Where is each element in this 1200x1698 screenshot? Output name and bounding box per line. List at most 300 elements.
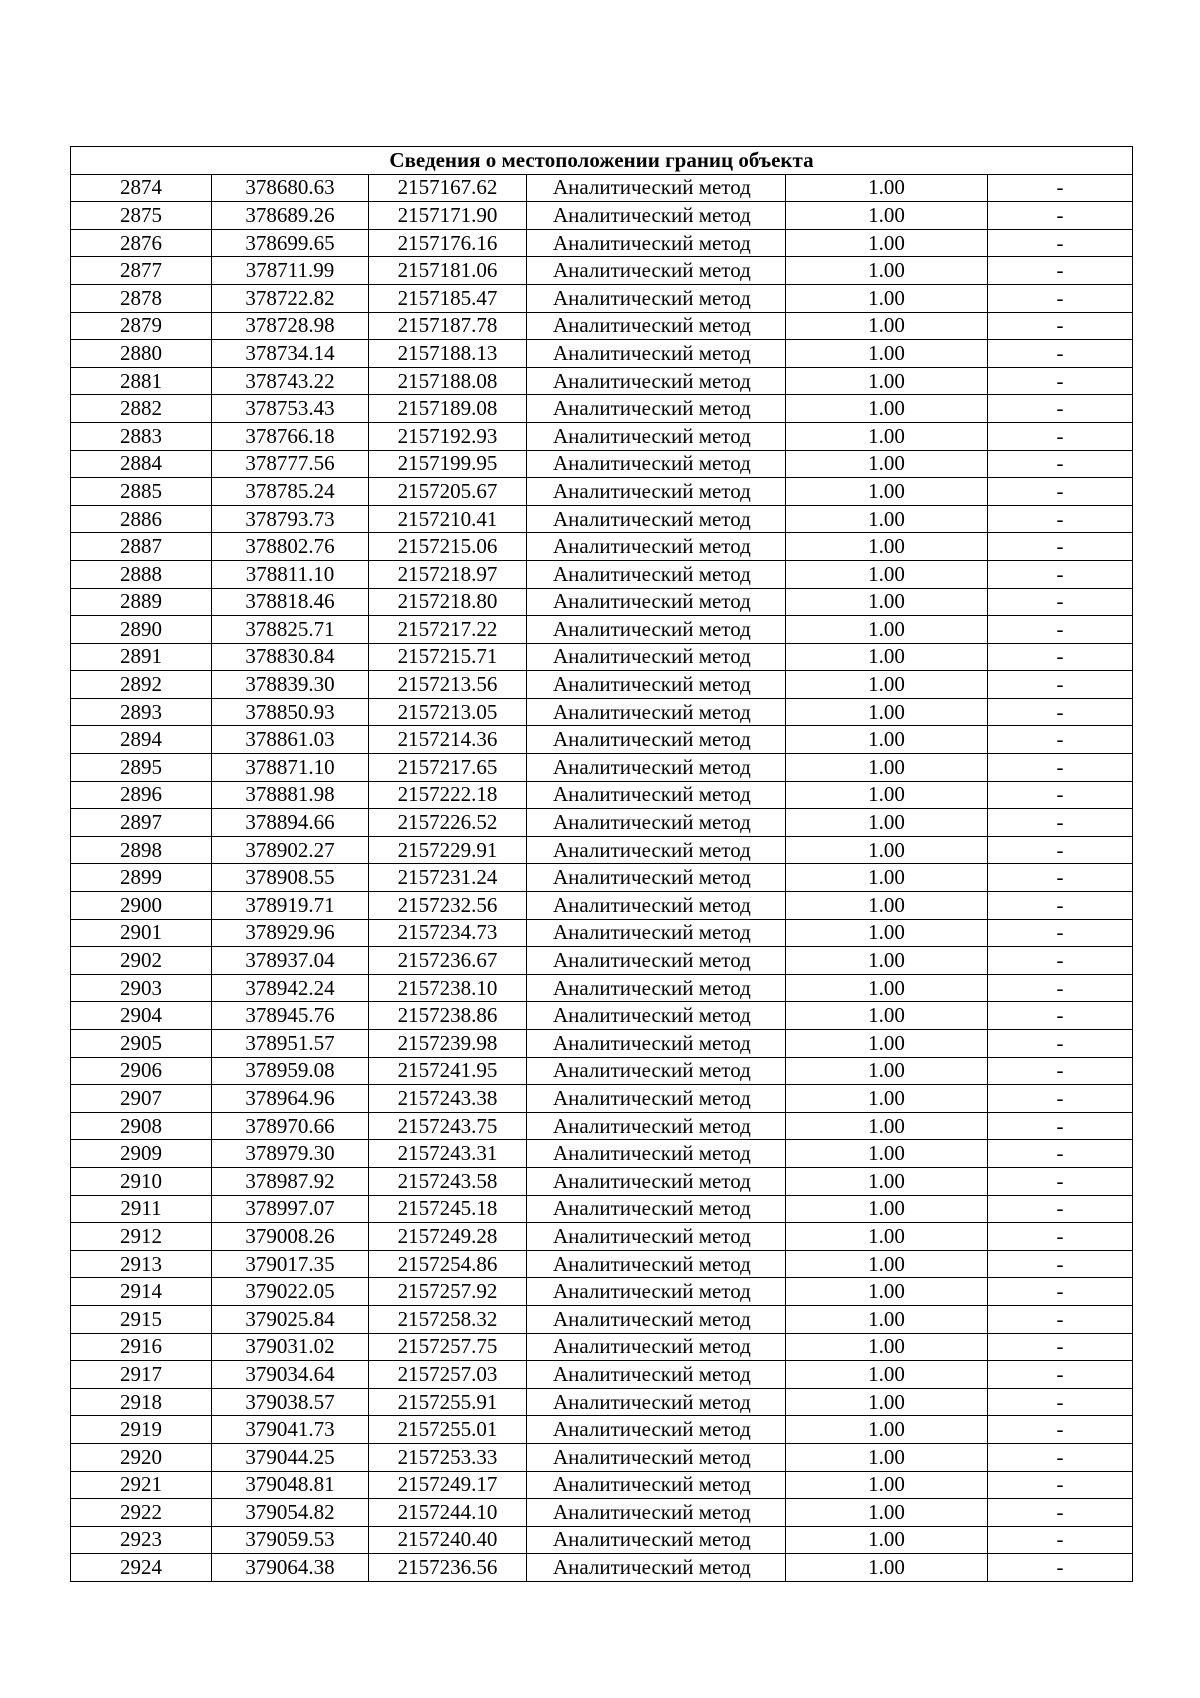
accuracy-cell: 1.00 — [786, 284, 988, 312]
x-coordinate-cell: 378894.66 — [212, 809, 369, 837]
point-number-cell: 2913 — [71, 1250, 212, 1278]
table-row — [71, 257, 1133, 285]
x-coordinate-cell: 379048.81 — [212, 1471, 369, 1499]
description-cell: - — [988, 864, 1133, 892]
method-cell: Аналитический метод — [527, 698, 786, 726]
point-number-cell: 2906 — [71, 1057, 212, 1085]
description-cell: - — [988, 919, 1133, 947]
description-cell: - — [988, 367, 1133, 395]
method-cell: Аналитический метод — [527, 1554, 786, 1582]
y-coordinate-cell: 2157222.18 — [369, 781, 527, 809]
accuracy-cell: 1.00 — [786, 1195, 988, 1223]
x-coordinate-cell: 378711.99 — [212, 257, 369, 285]
point-number-cell: 2885 — [71, 478, 212, 506]
x-coordinate-cell: 379054.82 — [212, 1499, 369, 1527]
point-number-cell: 2923 — [71, 1526, 212, 1554]
table-row — [71, 919, 1133, 947]
accuracy-cell: 1.00 — [786, 754, 988, 782]
table-row — [71, 836, 1133, 864]
table-row — [71, 1416, 1133, 1444]
accuracy-cell: 1.00 — [786, 1112, 988, 1140]
table-row — [71, 1526, 1133, 1554]
y-coordinate-cell: 2157188.13 — [369, 340, 527, 368]
accuracy-cell: 1.00 — [786, 726, 988, 754]
accuracy-cell: 1.00 — [786, 1333, 988, 1361]
table-row — [71, 1250, 1133, 1278]
table-row — [71, 284, 1133, 312]
y-coordinate-cell: 2157238.86 — [369, 1002, 527, 1030]
x-coordinate-cell: 378793.73 — [212, 505, 369, 533]
x-coordinate-cell: 378881.98 — [212, 781, 369, 809]
x-coordinate-cell: 378802.76 — [212, 533, 369, 561]
accuracy-cell: 1.00 — [786, 1471, 988, 1499]
point-number-cell: 2918 — [71, 1388, 212, 1416]
y-coordinate-cell: 2157205.67 — [369, 478, 527, 506]
description-cell: - — [988, 422, 1133, 450]
point-number-cell: 2894 — [71, 726, 212, 754]
y-coordinate-cell: 2157249.28 — [369, 1223, 527, 1251]
description-cell: - — [988, 1250, 1133, 1278]
method-cell: Аналитический метод — [527, 1305, 786, 1333]
table-row — [71, 1195, 1133, 1223]
x-coordinate-cell: 378861.03 — [212, 726, 369, 754]
x-coordinate-cell: 378785.24 — [212, 478, 369, 506]
method-cell: Аналитический метод — [527, 202, 786, 230]
y-coordinate-cell: 2157243.38 — [369, 1085, 527, 1113]
method-cell: Аналитический метод — [527, 284, 786, 312]
x-coordinate-cell: 378699.65 — [212, 229, 369, 257]
point-number-cell: 2904 — [71, 1002, 212, 1030]
table-title-row — [71, 147, 1133, 175]
description-cell: - — [988, 1526, 1133, 1554]
table-row — [71, 616, 1133, 644]
table-row — [71, 1278, 1133, 1306]
point-number-cell: 2903 — [71, 974, 212, 1002]
accuracy-cell: 1.00 — [786, 202, 988, 230]
x-coordinate-cell: 378830.84 — [212, 643, 369, 671]
table-row — [71, 781, 1133, 809]
x-coordinate-cell: 378919.71 — [212, 892, 369, 920]
method-cell: Аналитический метод — [527, 1250, 786, 1278]
accuracy-cell: 1.00 — [786, 1554, 988, 1582]
description-cell: - — [988, 560, 1133, 588]
x-coordinate-cell: 378951.57 — [212, 1030, 369, 1058]
table-row — [71, 1057, 1133, 1085]
method-cell: Аналитический метод — [527, 726, 786, 754]
accuracy-cell: 1.00 — [786, 229, 988, 257]
x-coordinate-cell: 378959.08 — [212, 1057, 369, 1085]
point-number-cell: 2911 — [71, 1195, 212, 1223]
accuracy-cell: 1.00 — [786, 1499, 988, 1527]
x-coordinate-cell: 378929.96 — [212, 919, 369, 947]
x-coordinate-cell: 378766.18 — [212, 422, 369, 450]
method-cell: Аналитический метод — [527, 836, 786, 864]
description-cell: - — [988, 533, 1133, 561]
description-cell: - — [988, 1278, 1133, 1306]
table-row — [71, 809, 1133, 837]
table-title: Сведения о местоположении границ объекта — [71, 147, 1133, 175]
accuracy-cell: 1.00 — [786, 1250, 988, 1278]
accuracy-cell: 1.00 — [786, 1223, 988, 1251]
table-row — [71, 395, 1133, 423]
table-row — [71, 1140, 1133, 1168]
description-cell: - — [988, 892, 1133, 920]
boundary-points-table — [70, 146, 1133, 1582]
y-coordinate-cell: 2157253.33 — [369, 1443, 527, 1471]
x-coordinate-cell: 378970.66 — [212, 1112, 369, 1140]
description-cell: - — [988, 1305, 1133, 1333]
point-number-cell: 2880 — [71, 340, 212, 368]
point-number-cell: 2879 — [71, 312, 212, 340]
accuracy-cell: 1.00 — [786, 1140, 988, 1168]
table-row — [71, 422, 1133, 450]
x-coordinate-cell: 378839.30 — [212, 671, 369, 699]
accuracy-cell: 1.00 — [786, 478, 988, 506]
accuracy-cell: 1.00 — [786, 395, 988, 423]
accuracy-cell: 1.00 — [786, 864, 988, 892]
method-cell: Аналитический метод — [527, 1443, 786, 1471]
y-coordinate-cell: 2157187.78 — [369, 312, 527, 340]
table-row — [71, 892, 1133, 920]
description-cell: - — [988, 1361, 1133, 1389]
description-cell: - — [988, 947, 1133, 975]
description-cell: - — [988, 395, 1133, 423]
table-row — [71, 340, 1133, 368]
method-cell: Аналитический метод — [527, 1167, 786, 1195]
description-cell: - — [988, 1223, 1133, 1251]
x-coordinate-cell: 379025.84 — [212, 1305, 369, 1333]
table-row — [71, 698, 1133, 726]
method-cell: Аналитический метод — [527, 919, 786, 947]
accuracy-cell: 1.00 — [786, 781, 988, 809]
x-coordinate-cell: 378979.30 — [212, 1140, 369, 1168]
accuracy-cell: 1.00 — [786, 1057, 988, 1085]
y-coordinate-cell: 2157199.95 — [369, 450, 527, 478]
point-number-cell: 2905 — [71, 1030, 212, 1058]
point-number-cell: 2877 — [71, 257, 212, 285]
description-cell: - — [988, 1554, 1133, 1582]
method-cell: Аналитический метод — [527, 892, 786, 920]
method-cell: Аналитический метод — [527, 1030, 786, 1058]
point-number-cell: 2893 — [71, 698, 212, 726]
method-cell: Аналитический метод — [527, 505, 786, 533]
method-cell: Аналитический метод — [527, 1499, 786, 1527]
point-number-cell: 2916 — [71, 1333, 212, 1361]
point-number-cell: 2882 — [71, 395, 212, 423]
y-coordinate-cell: 2157257.03 — [369, 1361, 527, 1389]
point-number-cell: 2902 — [71, 947, 212, 975]
point-number-cell: 2892 — [71, 671, 212, 699]
x-coordinate-cell: 378743.22 — [212, 367, 369, 395]
description-cell: - — [988, 836, 1133, 864]
x-coordinate-cell: 379044.25 — [212, 1443, 369, 1471]
method-cell: Аналитический метод — [527, 588, 786, 616]
y-coordinate-cell: 2157240.40 — [369, 1526, 527, 1554]
x-coordinate-cell: 378942.24 — [212, 974, 369, 1002]
method-cell: Аналитический метод — [527, 864, 786, 892]
x-coordinate-cell: 378734.14 — [212, 340, 369, 368]
table-row — [71, 974, 1133, 1002]
table-row — [71, 174, 1133, 202]
y-coordinate-cell: 2157217.65 — [369, 754, 527, 782]
description-cell: - — [988, 1112, 1133, 1140]
y-coordinate-cell: 2157232.56 — [369, 892, 527, 920]
x-coordinate-cell: 378945.76 — [212, 1002, 369, 1030]
y-coordinate-cell: 2157218.97 — [369, 560, 527, 588]
accuracy-cell: 1.00 — [786, 588, 988, 616]
y-coordinate-cell: 2157245.18 — [369, 1195, 527, 1223]
y-coordinate-cell: 2157192.93 — [369, 422, 527, 450]
y-coordinate-cell: 2157213.05 — [369, 698, 527, 726]
table-row — [71, 1223, 1133, 1251]
x-coordinate-cell: 379064.38 — [212, 1554, 369, 1582]
accuracy-cell: 1.00 — [786, 616, 988, 644]
table-row — [71, 229, 1133, 257]
y-coordinate-cell: 2157185.47 — [369, 284, 527, 312]
method-cell: Аналитический метод — [527, 781, 786, 809]
table-row — [71, 1361, 1133, 1389]
accuracy-cell: 1.00 — [786, 1416, 988, 1444]
table-row — [71, 202, 1133, 230]
table-row — [71, 671, 1133, 699]
y-coordinate-cell: 2157214.36 — [369, 726, 527, 754]
x-coordinate-cell: 378753.43 — [212, 395, 369, 423]
description-cell: - — [988, 671, 1133, 699]
accuracy-cell: 1.00 — [786, 1443, 988, 1471]
point-number-cell: 2909 — [71, 1140, 212, 1168]
y-coordinate-cell: 2157181.06 — [369, 257, 527, 285]
description-cell: - — [988, 340, 1133, 368]
accuracy-cell: 1.00 — [786, 1002, 988, 1030]
method-cell: Аналитический метод — [527, 1140, 786, 1168]
table-row — [71, 560, 1133, 588]
accuracy-cell: 1.00 — [786, 312, 988, 340]
method-cell: Аналитический метод — [527, 340, 786, 368]
accuracy-cell: 1.00 — [786, 809, 988, 837]
y-coordinate-cell: 2157238.10 — [369, 974, 527, 1002]
x-coordinate-cell: 378722.82 — [212, 284, 369, 312]
table-row — [71, 864, 1133, 892]
point-number-cell: 2907 — [71, 1085, 212, 1113]
table-row — [71, 1305, 1133, 1333]
x-coordinate-cell: 378997.07 — [212, 1195, 369, 1223]
y-coordinate-cell: 2157189.08 — [369, 395, 527, 423]
table-row — [71, 754, 1133, 782]
y-coordinate-cell: 2157210.41 — [369, 505, 527, 533]
description-cell: - — [988, 809, 1133, 837]
y-coordinate-cell: 2157249.17 — [369, 1471, 527, 1499]
point-number-cell: 2899 — [71, 864, 212, 892]
table-row — [71, 1333, 1133, 1361]
method-cell: Аналитический метод — [527, 1002, 786, 1030]
description-cell: - — [988, 284, 1133, 312]
accuracy-cell: 1.00 — [786, 560, 988, 588]
method-cell: Аналитический метод — [527, 1526, 786, 1554]
y-coordinate-cell: 2157213.56 — [369, 671, 527, 699]
point-number-cell: 2915 — [71, 1305, 212, 1333]
table-row — [71, 1554, 1133, 1582]
table-row — [71, 367, 1133, 395]
accuracy-cell: 1.00 — [786, 643, 988, 671]
method-cell: Аналитический метод — [527, 947, 786, 975]
point-number-cell: 2910 — [71, 1167, 212, 1195]
table-row — [71, 450, 1133, 478]
description-cell: - — [988, 312, 1133, 340]
y-coordinate-cell: 2157236.67 — [369, 947, 527, 975]
method-cell: Аналитический метод — [527, 1195, 786, 1223]
point-number-cell: 2874 — [71, 174, 212, 202]
method-cell: Аналитический метод — [527, 312, 786, 340]
point-number-cell: 2878 — [71, 284, 212, 312]
description-cell: - — [988, 1030, 1133, 1058]
description-cell: - — [988, 754, 1133, 782]
x-coordinate-cell: 378689.26 — [212, 202, 369, 230]
y-coordinate-cell: 2157176.16 — [369, 229, 527, 257]
y-coordinate-cell: 2157171.90 — [369, 202, 527, 230]
accuracy-cell: 1.00 — [786, 257, 988, 285]
table-row — [71, 1167, 1133, 1195]
description-cell: - — [988, 1167, 1133, 1195]
method-cell: Аналитический метод — [527, 1223, 786, 1251]
x-coordinate-cell: 379022.05 — [212, 1278, 369, 1306]
method-cell: Аналитический метод — [527, 257, 786, 285]
y-coordinate-cell: 2157243.58 — [369, 1167, 527, 1195]
y-coordinate-cell: 2157215.71 — [369, 643, 527, 671]
x-coordinate-cell: 379017.35 — [212, 1250, 369, 1278]
method-cell: Аналитический метод — [527, 422, 786, 450]
description-cell: - — [988, 229, 1133, 257]
x-coordinate-cell: 378818.46 — [212, 588, 369, 616]
description-cell: - — [988, 588, 1133, 616]
x-coordinate-cell: 378777.56 — [212, 450, 369, 478]
table-row — [71, 505, 1133, 533]
method-cell: Аналитический метод — [527, 1361, 786, 1389]
accuracy-cell: 1.00 — [786, 947, 988, 975]
method-cell: Аналитический метод — [527, 1085, 786, 1113]
x-coordinate-cell: 378908.55 — [212, 864, 369, 892]
x-coordinate-cell: 378937.04 — [212, 947, 369, 975]
table-row — [71, 588, 1133, 616]
description-cell: - — [988, 974, 1133, 1002]
x-coordinate-cell: 378811.10 — [212, 560, 369, 588]
description-cell: - — [988, 1002, 1133, 1030]
method-cell: Аналитический метод — [527, 1333, 786, 1361]
description-cell: - — [988, 616, 1133, 644]
point-number-cell: 2922 — [71, 1499, 212, 1527]
y-coordinate-cell: 2157243.31 — [369, 1140, 527, 1168]
accuracy-cell: 1.00 — [786, 533, 988, 561]
y-coordinate-cell: 2157226.52 — [369, 809, 527, 837]
point-number-cell: 2919 — [71, 1416, 212, 1444]
y-coordinate-cell: 2157258.32 — [369, 1305, 527, 1333]
method-cell: Аналитический метод — [527, 395, 786, 423]
method-cell: Аналитический метод — [527, 560, 786, 588]
table-row — [71, 1471, 1133, 1499]
x-coordinate-cell: 378680.63 — [212, 174, 369, 202]
y-coordinate-cell: 2157236.56 — [369, 1554, 527, 1582]
table-row — [71, 726, 1133, 754]
x-coordinate-cell: 378728.98 — [212, 312, 369, 340]
x-coordinate-cell: 378825.71 — [212, 616, 369, 644]
accuracy-cell: 1.00 — [786, 1526, 988, 1554]
method-cell: Аналитический метод — [527, 229, 786, 257]
table-row — [71, 947, 1133, 975]
table-row — [71, 1499, 1133, 1527]
point-number-cell: 2912 — [71, 1223, 212, 1251]
method-cell: Аналитический метод — [527, 671, 786, 699]
x-coordinate-cell: 378964.96 — [212, 1085, 369, 1113]
accuracy-cell: 1.00 — [786, 1085, 988, 1113]
point-number-cell: 2895 — [71, 754, 212, 782]
point-number-cell: 2908 — [71, 1112, 212, 1140]
method-cell: Аналитический метод — [527, 616, 786, 644]
table-row — [71, 533, 1133, 561]
y-coordinate-cell: 2157243.75 — [369, 1112, 527, 1140]
accuracy-cell: 1.00 — [786, 1278, 988, 1306]
x-coordinate-cell: 379041.73 — [212, 1416, 369, 1444]
method-cell: Аналитический метод — [527, 1278, 786, 1306]
description-cell: - — [988, 726, 1133, 754]
accuracy-cell: 1.00 — [786, 1030, 988, 1058]
y-coordinate-cell: 2157188.08 — [369, 367, 527, 395]
point-number-cell: 2924 — [71, 1554, 212, 1582]
y-coordinate-cell: 2157257.92 — [369, 1278, 527, 1306]
accuracy-cell: 1.00 — [786, 1167, 988, 1195]
point-number-cell: 2889 — [71, 588, 212, 616]
y-coordinate-cell: 2157241.95 — [369, 1057, 527, 1085]
point-number-cell: 2917 — [71, 1361, 212, 1389]
x-coordinate-cell: 379034.64 — [212, 1361, 369, 1389]
method-cell: Аналитический метод — [527, 643, 786, 671]
accuracy-cell: 1.00 — [786, 836, 988, 864]
y-coordinate-cell: 2157217.22 — [369, 616, 527, 644]
description-cell: - — [988, 1195, 1133, 1223]
y-coordinate-cell: 2157254.86 — [369, 1250, 527, 1278]
point-number-cell: 2884 — [71, 450, 212, 478]
accuracy-cell: 1.00 — [786, 450, 988, 478]
accuracy-cell: 1.00 — [786, 919, 988, 947]
point-number-cell: 2897 — [71, 809, 212, 837]
method-cell: Аналитический метод — [527, 450, 786, 478]
point-number-cell: 2881 — [71, 367, 212, 395]
point-number-cell: 2888 — [71, 560, 212, 588]
accuracy-cell: 1.00 — [786, 1361, 988, 1389]
point-number-cell: 2891 — [71, 643, 212, 671]
y-coordinate-cell: 2157257.75 — [369, 1333, 527, 1361]
description-cell: - — [988, 1416, 1133, 1444]
accuracy-cell: 1.00 — [786, 1305, 988, 1333]
description-cell: - — [988, 1471, 1133, 1499]
y-coordinate-cell: 2157244.10 — [369, 1499, 527, 1527]
description-cell: - — [988, 1388, 1133, 1416]
point-number-cell: 2875 — [71, 202, 212, 230]
description-cell: - — [988, 1085, 1133, 1113]
x-coordinate-cell: 378902.27 — [212, 836, 369, 864]
method-cell: Аналитический метод — [527, 1112, 786, 1140]
method-cell: Аналитический метод — [527, 174, 786, 202]
y-coordinate-cell: 2157234.73 — [369, 919, 527, 947]
description-cell: - — [988, 643, 1133, 671]
point-number-cell: 2883 — [71, 422, 212, 450]
table-row — [71, 1388, 1133, 1416]
point-number-cell: 2921 — [71, 1471, 212, 1499]
table-row — [71, 1002, 1133, 1030]
point-number-cell: 2901 — [71, 919, 212, 947]
accuracy-cell: 1.00 — [786, 340, 988, 368]
accuracy-cell: 1.00 — [786, 974, 988, 1002]
point-number-cell: 2920 — [71, 1443, 212, 1471]
y-coordinate-cell: 2157167.62 — [369, 174, 527, 202]
